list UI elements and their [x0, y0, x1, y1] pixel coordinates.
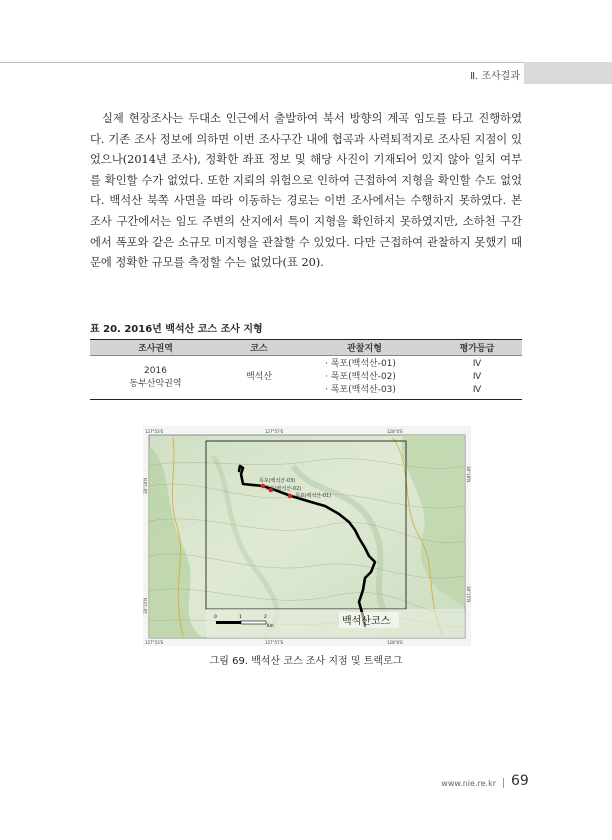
coord-label: 127°53'E	[145, 640, 164, 645]
grade-item: Ⅳ	[472, 385, 482, 395]
scale-tick: 1	[239, 615, 242, 620]
landform-item: · 폭포(백석산-02)	[325, 372, 396, 382]
topo-map	[143, 426, 471, 646]
footer-divider	[503, 778, 504, 788]
section-header: Ⅱ. 조사결과	[470, 71, 520, 82]
marker-dot-01	[288, 494, 293, 499]
landform-item: · 폭포(백석산-01)	[325, 359, 396, 369]
figure-caption: 그림 69. 백석산 코스 조사 지점 및 트랙로그	[209, 656, 403, 667]
survey-table	[90, 339, 522, 400]
region-name: 동부산악권역	[129, 378, 182, 389]
header-course: 코스	[221, 340, 297, 356]
coord-label: 38°15'N	[466, 586, 471, 603]
region-year: 2016	[144, 365, 167, 376]
cell-course: 백석산	[245, 372, 273, 382]
table-header-row	[90, 340, 522, 356]
scale-tick: 2	[264, 615, 267, 620]
coord-label: 38°15'N	[143, 597, 148, 614]
marker-label-01: 폭포(백석산-01)	[295, 493, 332, 499]
cell-landforms	[297, 356, 432, 400]
coord-label: 38°18'N	[466, 466, 471, 483]
cell-region	[90, 356, 221, 400]
body-text	[90, 109, 522, 274]
course-label: 백석산코스	[342, 616, 391, 627]
grade-item: Ⅳ	[472, 372, 482, 382]
header-tab	[524, 62, 612, 84]
scale-unit: Km	[267, 623, 274, 628]
table-caption: 표 20. 2016년 백석산 코스 조사 지형	[90, 324, 263, 335]
cell-grades	[432, 356, 522, 400]
coord-label: 38°18'N	[143, 477, 148, 494]
header-rule	[0, 62, 612, 63]
header-region: 조사권역	[90, 340, 221, 356]
coord-label: 127°53'E	[145, 429, 164, 434]
footer-url: www.nie.re.kr	[441, 779, 496, 788]
coord-label: 128°0'E	[387, 640, 403, 645]
header-landform: 관찰지형	[297, 340, 432, 356]
grade-item: Ⅳ	[472, 359, 482, 369]
scale-tick: 0	[214, 615, 217, 620]
body-paragraph: 실제 현장조사는 두대소 인근에서 출발하여 북서 방향의 계곡 임도를 타고 진행하였다. 기존 조사 정보에 의하면 이번 조사구간 내에 협곡과 사력퇴적지로 조사된 지점이 있었으나(2014년 조사), 정확한 좌표 정보 및 해당 사진이 기재되어 있지 않아 일치 여부를 확인할 수가 없었다. 또한 지뢰의 위험으로 인하여 근접하여 지형을 확인할 수도 없었다. 백석산 북쪽 사면을 따라 이동하는 경로는 이번 조사에서는 수행하지 못하였다. 본 조사 구간에서는 임도 주변의 산지에서 특이 지형을 확인하지 못하였지만, 소하천 구간에서 폭포와 같은 소규모 미지형을 관찰할 수 있었다. 다만 근접하여 관찰하지 못했기 때문에 정확한 규모를 측정할 수는 없었다(표 20).	[90, 112, 522, 270]
coord-label: 127°57'E	[265, 429, 284, 434]
header-grade: 평가등급	[432, 340, 522, 356]
table-row	[90, 356, 522, 400]
coord-label: 128°0'E	[387, 429, 403, 434]
coord-label: 127°57'E	[265, 640, 284, 645]
map-figure	[143, 426, 471, 646]
landform-item: · 폭포(백석산-03)	[325, 385, 396, 395]
page-number: 69	[511, 773, 529, 789]
marker-label-03: 폭포(백석산-03)	[259, 478, 296, 484]
marker-label-02: 폭포(백석산-02)	[265, 486, 302, 492]
